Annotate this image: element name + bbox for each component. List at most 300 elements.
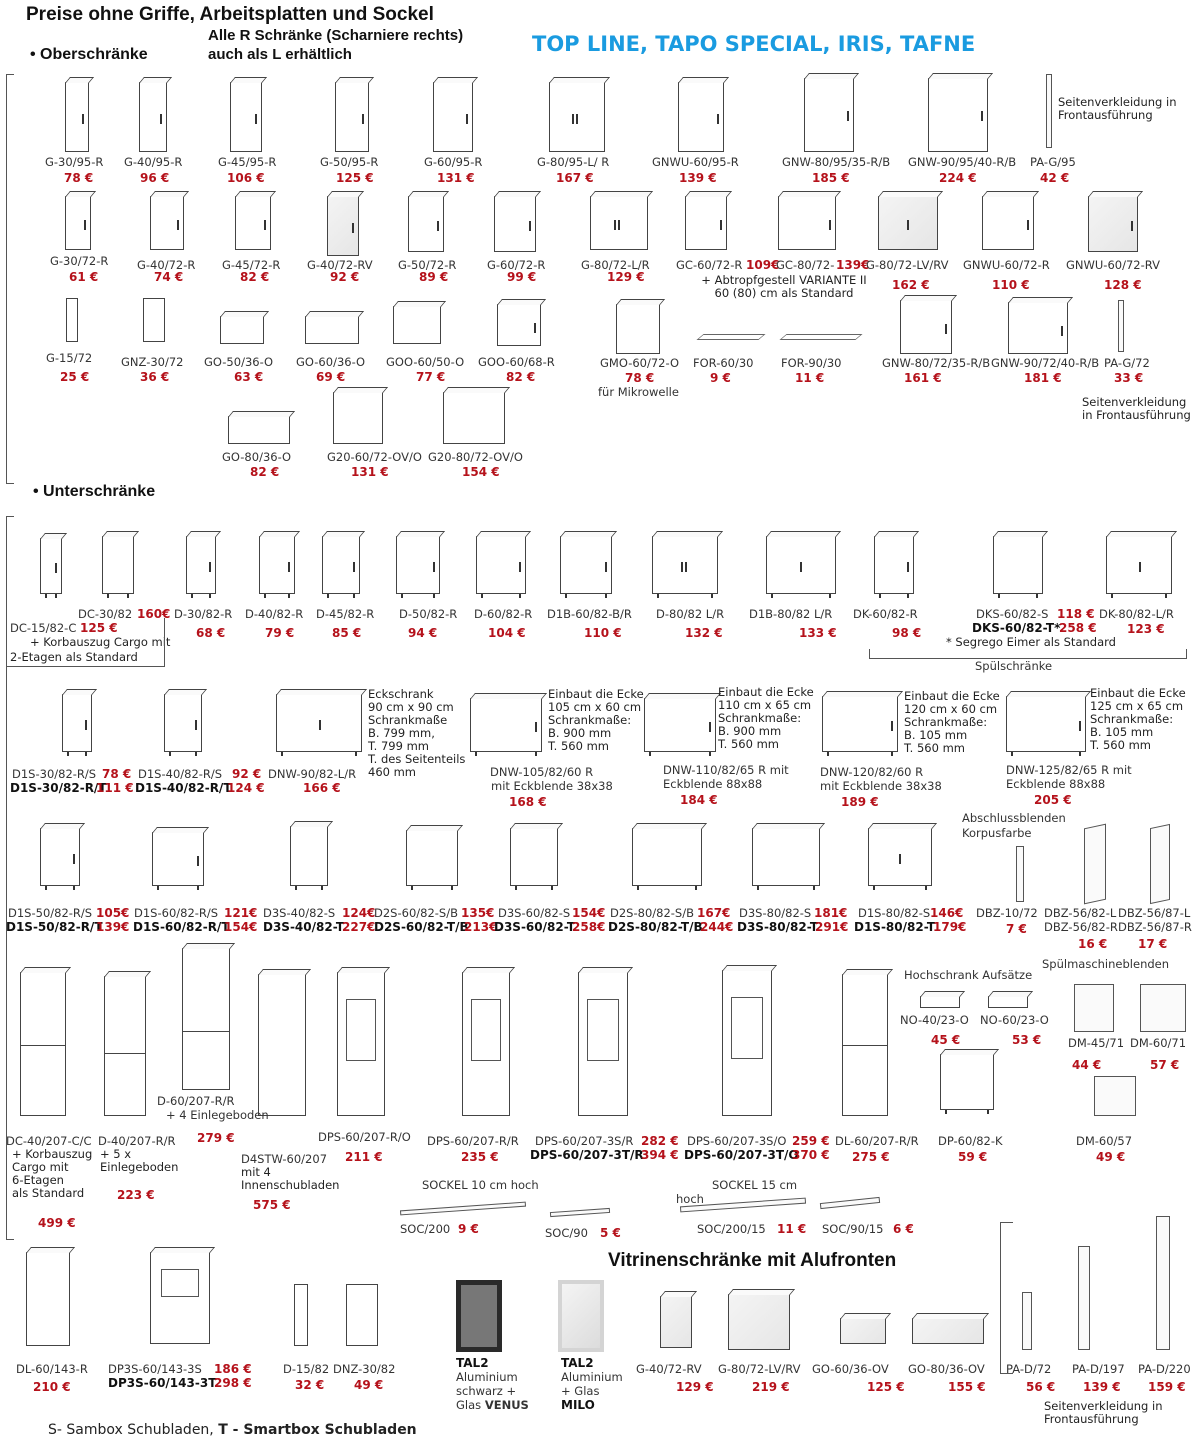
code-g40-95: G-40/95-R — [124, 155, 183, 169]
panel-dbz10 — [1016, 846, 1024, 902]
cabinet-g20-80 — [443, 392, 505, 444]
price-pa-g95: 42 € — [1040, 171, 1070, 185]
corner-note-90-line: B. 799 mm, — [368, 726, 435, 740]
code-d2s60-t: D2S-60/82-T/B — [374, 920, 469, 934]
price-g80-72-lvrv: 162 € — [892, 278, 930, 292]
price-dps-3to: 370 € — [792, 1148, 830, 1162]
cabinet-d60-82 — [476, 536, 526, 594]
code-d45-82: D-45/82-R — [316, 607, 375, 621]
cabinet-g80-72 — [590, 196, 648, 250]
d40-notes — [100, 1148, 178, 1174]
price-soc90-15: 6 € — [893, 1222, 914, 1236]
price-dp3s-t: 298 € — [214, 1376, 252, 1390]
price-d1s60-s: 121€ — [224, 906, 258, 920]
price-d1s50-s: 105€ — [96, 906, 130, 920]
cabinet-dl60-143 — [26, 1252, 70, 1346]
price-d4stw: 575 € — [253, 1198, 291, 1212]
code-g20-80: G20-80/72-OV/O — [428, 450, 523, 464]
price-go60-36: 69 € — [316, 370, 346, 384]
dc40-note-line: + Korbauszug — [12, 1147, 93, 1161]
pa-bracket — [1000, 1222, 1013, 1374]
code-g80-95: G-80/95-L/ R — [537, 155, 610, 169]
cabinet-dc30-82 — [102, 536, 134, 594]
code-dc40: DC-40/207-C/C — [6, 1134, 92, 1148]
price-dl60-207: 275 € — [852, 1150, 890, 1164]
code-g40-72-rv: G-40/72-RV — [307, 258, 373, 272]
price-g45-72: 82 € — [240, 270, 270, 284]
code-g45-95: G-45/95-R — [218, 155, 277, 169]
panel-dbz56 — [1084, 824, 1106, 905]
price-pa-g72: 33 € — [1114, 371, 1144, 385]
panel-pa-d220 — [1156, 1216, 1170, 1350]
corner-note-105-line: Schrankmaße: — [548, 713, 632, 727]
price-g30-95: 78 € — [64, 171, 94, 185]
drain-rack-note: + Abtropfgestell VARIANTE II 60 (80) cm als Standard — [701, 273, 867, 300]
shelf-gnz30-72 — [143, 298, 165, 342]
code-gmo60-72: GMO-60/72-O — [600, 356, 680, 370]
price-dnw125: 205 € — [1034, 793, 1072, 807]
price-dks60-82-s: 118 € — [1057, 607, 1095, 621]
cabinet-d4stw-207 — [258, 974, 306, 1116]
cabinet-go80-36 — [228, 416, 290, 444]
code-d40-82: D-40/82-R — [245, 607, 304, 621]
price-dnw90: 166 € — [303, 781, 341, 795]
code-d4stw: D4STW-60/207 — [241, 1152, 328, 1166]
cabinet-goo60-68 — [497, 304, 541, 346]
code-for90-30: FOR-90/30 — [781, 356, 842, 370]
code-d15: D-15/82 — [283, 1362, 330, 1376]
code-go60-36: GO-60/36-O — [296, 355, 366, 369]
cabinet-g40-72 — [150, 196, 184, 250]
price-gnw90-72: 181 € — [1024, 371, 1062, 385]
price-d1s30-t: 111 € — [96, 781, 134, 795]
cabinet-d1s80-82 — [868, 828, 932, 886]
price-vit-go60: 125 € — [867, 1380, 905, 1394]
code-d3s40-s: D3S-40/82-S — [263, 906, 336, 920]
code-dp60: DP-60/82-K — [938, 1134, 1003, 1148]
code-go50-36: GO-50/36-O — [204, 355, 274, 369]
corner-note-125-line: T. 560 mm — [1090, 738, 1151, 752]
price-g40-72-rv: 92 € — [330, 270, 360, 284]
price-dl143: 210 € — [33, 1380, 71, 1394]
venus-l3: schwarz + — [456, 1384, 517, 1398]
price-d45-82: 85 € — [332, 626, 362, 640]
price-d1s30-s: 78 € — [102, 767, 132, 781]
cabinet-d3s60-82 — [510, 828, 558, 886]
hoch-aufsatz: Hochschrank Aufsätze — [904, 968, 1033, 982]
cabinet-g60-72 — [494, 196, 536, 252]
corner-note-90 — [368, 688, 465, 779]
cabinet-d3s40-82 — [290, 826, 328, 886]
cabinet-g45-72 — [235, 196, 271, 250]
code-gnw90-95: GNW-90/95/40-R/B — [908, 155, 1017, 169]
price-g50-95: 125 € — [336, 171, 374, 185]
cabinet-d80-82 — [652, 536, 718, 594]
venus-glass-text: Glas — [456, 1398, 485, 1412]
cabinet-dps-rr — [462, 972, 510, 1116]
price-dps-rr: 235 € — [461, 1150, 499, 1164]
cabinet-d1s30-82 — [62, 694, 92, 752]
d40-note-line: + 5 x — [100, 1147, 132, 1161]
cabinet-g20-60 — [333, 392, 383, 444]
code-gnw90-72: GNW-90/72/40-R/B — [991, 356, 1100, 370]
price-gmo60-72: 78 € — [625, 371, 655, 385]
corner-note-105-line: B. 900 mm — [548, 726, 612, 740]
code-gnw80-72: GNW-80/72/35-R/B — [882, 356, 991, 370]
shelf-d15-82 — [294, 1284, 308, 1346]
code-g50-95: G-50/95-R — [320, 155, 379, 169]
price-d2s60-s: 135€ — [461, 906, 495, 920]
code-gnw80-95: GNW-80/95/35-R/B — [782, 155, 891, 169]
code-gc80-72: GC-80/72- — [776, 258, 835, 272]
cabinet-d1s50-82 — [40, 828, 80, 886]
corner-note-120 — [904, 690, 1000, 755]
corner-note-125-line: Einbaut die Ecke — [1090, 686, 1186, 700]
code-d1b60-82: D1B-60/82-B/R — [547, 607, 632, 621]
code-dnw105: DNW-105/82/60 R — [490, 765, 594, 779]
cabinet-dnw110-82 — [644, 698, 716, 752]
panel-pa-g95 — [1046, 74, 1052, 148]
code-g30-95: G-30/95-R — [45, 155, 104, 169]
cabinet-dp60-82 — [940, 1054, 994, 1110]
code-soc90-15: SOC/90/15 — [822, 1222, 884, 1236]
code-g50-72: G-50/72-R — [398, 258, 457, 272]
cabinet-gnwu60-72 — [982, 196, 1034, 250]
code-dks60-82-t: DKS-60/82-T* — [972, 621, 1061, 635]
code-dnw125: DNW-125/82/65 R mit — [1006, 763, 1132, 777]
section-lower: • Unterschränke — [33, 483, 156, 500]
cabinet-dps-ro — [337, 972, 385, 1116]
price-gnwu60-72: 110 € — [992, 278, 1030, 292]
price-gnwu60-95: 139 € — [679, 171, 717, 185]
code-d1s60-t: D1S-60/82-R/T — [133, 920, 230, 934]
code-dbz567-r: DBZ-56/87-R — [1118, 920, 1192, 934]
price-soc200: 9 € — [458, 1222, 479, 1236]
code-d30-82: D-30/82-R — [174, 607, 233, 621]
code-dps-rr: DPS-60/207-R/R — [427, 1134, 519, 1148]
corner-note-125-line: 125 cm x 65 cm — [1090, 699, 1184, 713]
section-upper: • Oberschränke — [30, 46, 148, 63]
code-d80-82: D-80/82 L/R — [656, 607, 725, 621]
code-dps-3sr: DPS-60/207-3S/R — [535, 1134, 634, 1148]
shelf-dnz30-82 — [346, 1284, 378, 1346]
price-d60-82: 104 € — [488, 626, 526, 640]
code-dl60-207: DL-60/207-R/R — [835, 1134, 919, 1148]
code-dl143: DL-60/143-R — [16, 1362, 88, 1376]
cabinet-g30-95 — [65, 82, 89, 152]
cabinet-d3s80-82 — [752, 828, 820, 886]
code-vit-go60: GO-60/36-OV — [812, 1362, 889, 1376]
code-d1s80-s: D1S-80/82-S — [858, 906, 931, 920]
price-dps-ro: 211 € — [345, 1150, 383, 1164]
sub-dnw110: Eckblende 88x88 — [663, 777, 763, 791]
side-panel-note-2: Seitenverkleidung in Frontausführung — [1082, 395, 1191, 422]
code-dnw110: DNW-110/82/65 R mit — [663, 763, 789, 777]
cabinet-d50-82 — [396, 536, 440, 594]
sub-dnw120: mit Eckblende 38x38 — [820, 779, 942, 793]
side-panel-note-1: Seitenverkleidung in Frontausführung — [1058, 95, 1177, 122]
cabinet-gnwu60-72-rv — [1088, 196, 1138, 252]
code-vit-go80: GO-80/36-OV — [908, 1362, 985, 1376]
cabinet-go50-36 — [220, 316, 264, 344]
swatch-venus — [456, 1280, 502, 1352]
code-g80-72: G-80/72-L/R — [581, 258, 650, 272]
price-dps-3tr: 394 € — [641, 1148, 679, 1162]
cabinet-d1b60-82 — [560, 536, 612, 594]
price-d1b80-82: 133 € — [799, 626, 837, 640]
price-d2s60-t: 213€ — [464, 920, 498, 934]
code-d1s60-s: D1S-60/82-R/S — [134, 906, 219, 920]
price-dnz: 49 € — [354, 1378, 384, 1392]
code-soc200-15: SOC/200/15 — [697, 1222, 766, 1236]
code-d2s80-s: D2S-80/82-S/B — [610, 906, 694, 920]
price-gc60-72: 109€ — [746, 258, 780, 272]
price-vit-g80: 219 € — [752, 1380, 790, 1394]
price-goo60-68: 82 € — [506, 370, 536, 384]
price-d15: 32 € — [295, 1378, 325, 1392]
dishwasher-label: Spülmaschineblenden — [1042, 957, 1170, 971]
code-for60-30: FOR-60/30 — [693, 356, 754, 370]
code-dc30-82: DC-30/82 — [78, 607, 133, 621]
price-g20-80: 154 € — [462, 465, 500, 479]
price-dk60-82: 98 € — [892, 626, 922, 640]
code-d60-82: D-60/82-R — [474, 607, 533, 621]
cabinet-d1s60-82 — [152, 832, 204, 886]
cabinet-d40-207 — [104, 976, 146, 1116]
corner-note-120-line: B. 105 mm — [904, 728, 968, 742]
code-dm45: DM-45/71 — [1068, 1036, 1125, 1050]
code-vit-g40: G-40/72-RV — [636, 1362, 702, 1376]
code-d1s40-s: D1S-40/82-R/S — [138, 767, 223, 781]
brand-line: TOP LINE, TAPO SPECIAL, IRIS, TAFNE — [532, 32, 976, 56]
cargo-frame — [6, 618, 165, 667]
price-pa-d72: 56 € — [1026, 1380, 1056, 1394]
cabinet-vit-go80 — [912, 1318, 984, 1344]
price-d3s80-t: 291€ — [815, 920, 849, 934]
code-d3s80-t: D3S-80/82-T — [737, 920, 819, 934]
price-d50-82: 94 € — [408, 626, 438, 640]
price-vit-go80: 155 € — [948, 1380, 986, 1394]
price-dp60: 59 € — [958, 1150, 988, 1164]
cabinet-g50-72 — [408, 196, 444, 252]
code-goo60-68: GOO-60/68-R — [478, 355, 555, 369]
code-d40-207: D-40/207-R/R — [98, 1134, 176, 1148]
price-d60-207: 279 € — [197, 1131, 235, 1145]
code-g30-72: G-30/72-R — [50, 254, 109, 268]
price-g20-60: 131 € — [351, 465, 389, 479]
code-gc60-72: GC-60/72-R — [676, 258, 743, 272]
code-dbz567-l: DBZ-56/87-L — [1118, 906, 1191, 920]
cabinet-gnw90-72 — [1008, 302, 1068, 354]
code-goo60-50: GOO-60/50-O — [386, 355, 465, 369]
price-gc80-72: 139€ — [836, 258, 870, 272]
corner-note-120-line: 120 cm x 60 cm — [904, 702, 998, 716]
code-g20-60: G20-60/72-OV/O — [327, 450, 422, 464]
code-dnz: DNZ-30/82 — [333, 1362, 396, 1376]
code-g60-95: G-60/95-R — [424, 155, 483, 169]
milo-l3: + Glas — [561, 1384, 600, 1398]
cabinet-dk60-82 — [874, 536, 914, 594]
price-dnw120: 189 € — [841, 795, 879, 809]
code-g45-72: G-45/72-R — [222, 258, 281, 272]
price-gnz30-72: 36 € — [140, 370, 170, 384]
cabinet-g45-95 — [230, 82, 262, 152]
cabinet-g80-72-lvrv — [878, 196, 938, 250]
price-dps-3so: 259 € — [792, 1134, 830, 1148]
code-g80-72-lvrv: G-80/72-LV/RV — [866, 258, 949, 272]
price-d1b60-82: 110 € — [584, 626, 622, 640]
code-pa-g72: PA-G/72 — [1104, 356, 1150, 370]
corner-note-110-line: Schrankmaße: — [718, 711, 802, 725]
venus-l2: Aluminium — [456, 1370, 518, 1384]
code-d60-207: D-60/207-R/R — [157, 1094, 235, 1108]
code-pa-d220: PA-D/220 — [1138, 1362, 1191, 1376]
price-soc200-15: 11 € — [777, 1222, 807, 1236]
cabinet-dl60-207 — [842, 974, 888, 1116]
cabinet-dc40-207 — [20, 972, 66, 1116]
cabinet-dnw125-82 — [1006, 696, 1086, 752]
sockel-soc90 — [550, 1208, 610, 1217]
code-dnw90: DNW-90/82-L/R — [268, 767, 357, 781]
code-gnwu60-72-rv: GNWU-60/72-RV — [1066, 258, 1160, 272]
corner-note-90-line: 460 mm — [368, 765, 417, 779]
price-pa-d197: 139 € — [1083, 1380, 1121, 1394]
cabinet-no60-23 — [988, 996, 1028, 1008]
price-dbz56: 16 € — [1078, 937, 1108, 951]
venus-l1: TAL2 — [456, 1356, 489, 1370]
dc40-notes — [12, 1148, 92, 1200]
price-d2s80-t: 244€ — [700, 920, 734, 934]
section-vitrine: Vitrinenschränke mit Alufronten — [608, 1250, 897, 1271]
cabinet-dks60-82 — [993, 536, 1043, 594]
code-d3s60-s: D3S-60/82-S — [498, 906, 571, 920]
cabinet-gc80-72 — [778, 196, 836, 250]
panel-dm45 — [1074, 984, 1114, 1032]
corner-note-120-line: Einbaut die Ecke — [904, 689, 1000, 703]
price-d30-82: 68 € — [196, 626, 226, 640]
cabinet-g40-95 — [139, 82, 167, 152]
code-pa-d72: PA-D/72 — [1006, 1362, 1052, 1376]
code-d3s60-t: D3S-60/82-T — [494, 920, 576, 934]
price-for60-30: 9 € — [710, 371, 731, 385]
pa-note: Seitenverkleidung in Frontausführung — [1044, 1399, 1163, 1426]
abschluss-note-2: Korpusfarbe — [962, 826, 1032, 840]
code-dps-3so: DPS-60/207-3S/O — [687, 1134, 787, 1148]
corner-note-120-line: T. 560 mm — [904, 741, 965, 755]
panel-pa-d72 — [1022, 1292, 1032, 1350]
corner-note-90-line: T. des Seitenteils — [368, 752, 466, 766]
code-dk80-82: DK-80/82-L/R — [1099, 607, 1174, 621]
corner-note-110-line: Einbaut die Ecke — [718, 685, 814, 699]
cabinet-vit-go60 — [840, 1318, 886, 1344]
panel-dm60-57 — [1094, 1076, 1136, 1116]
code-d1s80-t: D1S-80/82-T — [854, 920, 936, 934]
code-soc90: SOC/90 — [545, 1226, 588, 1240]
price-dm60-57: 49 € — [1096, 1150, 1126, 1164]
price-d40-207: 223 € — [117, 1188, 155, 1202]
gmo-note: für Mikrowelle — [598, 385, 679, 399]
footer-smartbox: T - Smartbox Schubladen — [218, 1422, 417, 1438]
corner-note-105-line: T. 560 mm — [548, 739, 609, 753]
price-g45-95: 106 € — [227, 171, 265, 185]
price-dnw105: 168 € — [509, 795, 547, 809]
price-g40-95: 96 € — [140, 171, 170, 185]
cargo-note-2: 2-Etagen als Standard — [10, 650, 138, 664]
price-gnw80-95: 185 € — [812, 171, 850, 185]
code-d3s80-s: D3S-80/82-S — [739, 906, 812, 920]
price-dnw110: 184 € — [680, 793, 718, 807]
price-dc40: 499 € — [38, 1216, 76, 1230]
corner-note-90-line: T. 799 mm — [368, 739, 429, 753]
price-d3s60-s: 154€ — [572, 906, 606, 920]
code-dp3s-s: DP3S-60/143-3S — [108, 1362, 202, 1376]
sockel-soc90-15 — [820, 1197, 880, 1209]
cabinet-gnw80-72 — [900, 300, 952, 354]
shelf-for90-30 — [779, 334, 862, 340]
price-no60: 53 € — [1012, 1033, 1042, 1047]
milo-l4: MILO — [561, 1398, 595, 1412]
code-d1s30-t: D1S-30/82-R/T — [10, 781, 107, 795]
cargo-note-1: + Korbauszug Cargo mit — [30, 635, 171, 649]
panel-pa-g72 — [1118, 300, 1124, 352]
corner-note-125-line: B. 105 mm — [1090, 725, 1154, 739]
cabinet-dp3s60-143 — [150, 1252, 210, 1344]
price-go50-36: 63 € — [234, 370, 264, 384]
price-vit-g40: 129 € — [676, 1380, 714, 1394]
corner-note-90-line: Schrankmaße — [368, 713, 448, 727]
code-gnz30-72: GNZ-30/72 — [121, 355, 184, 369]
code-pa-g95: PA-G/95 — [1030, 155, 1076, 169]
dc40-note-line: als Standard — [12, 1186, 85, 1200]
abschluss-note-1: Abschlussblenden — [962, 811, 1066, 825]
hinge-note-2: auch als L erhältlich — [208, 46, 352, 63]
shelf-for60-30 — [696, 334, 765, 340]
sockel-10-label: SOCKEL 10 cm hoch — [422, 1178, 539, 1192]
code-g60-72: G-60/72-R — [487, 258, 546, 272]
code-no60: NO-60/23-O — [980, 1013, 1049, 1027]
price-g30-72: 61 € — [69, 270, 99, 284]
price-d1s80-s: 146€ — [930, 906, 964, 920]
venus-l4 — [456, 1398, 529, 1412]
price-g15-72: 25 € — [60, 370, 90, 384]
cabinet-d60-207 — [182, 948, 230, 1090]
upper-bracket — [6, 74, 14, 484]
code-g40-72: G-40/72-R — [137, 258, 196, 272]
corner-note-105 — [548, 688, 644, 753]
price-soc90: 5 € — [600, 1226, 621, 1240]
price-dks60-82-t: 258 € — [1059, 621, 1097, 635]
cabinet-d2s80-82 — [632, 828, 702, 886]
price-dp3s-s: 186 € — [214, 1362, 252, 1376]
code-d2s80-t: D2S-80/82-T/B — [608, 920, 703, 934]
price-g80-95: 167 € — [556, 171, 594, 185]
cabinet-d1s40-82 — [164, 694, 202, 752]
price-dbz567: 17 € — [1138, 937, 1168, 951]
code-d3s40-t: D3S-40/82-T — [263, 920, 345, 934]
code-soc200: SOC/200 — [400, 1222, 451, 1236]
sink-bracket — [869, 649, 1187, 659]
price-d1s40-s: 92 € — [232, 767, 262, 781]
cabinet-dnw120-82 — [822, 696, 898, 752]
code-dk60-82: DK-60/82-R — [853, 607, 918, 621]
d40-note-line: Einlegeboden — [100, 1160, 179, 1174]
price-d1s50-t: 139€ — [96, 920, 130, 934]
cabinet-no40-23 — [920, 996, 960, 1008]
code-gnwu60-95: GNWU-60/95-R — [652, 155, 739, 169]
corner-note-110-line: B. 900 mm — [718, 724, 782, 738]
code-d1s40-t: D1S-40/82-R/T — [135, 781, 232, 795]
d4stw-note-line: Innenschubladen — [241, 1178, 340, 1192]
